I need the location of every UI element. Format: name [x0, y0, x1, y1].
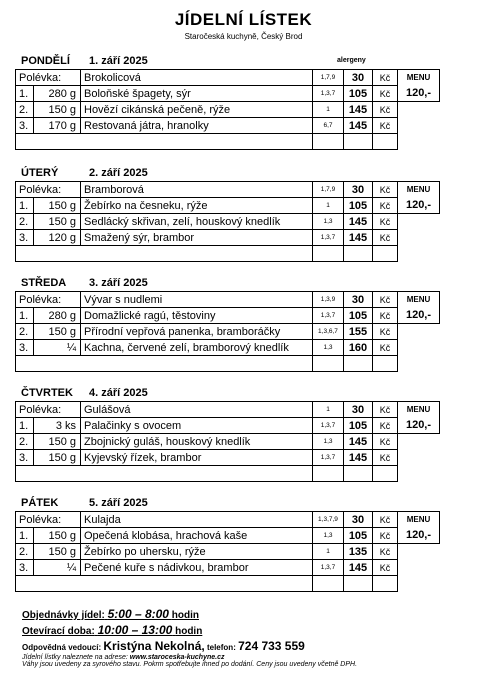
meal-row [16, 560, 440, 576]
currency: Kč [373, 86, 398, 102]
empty-row [16, 134, 440, 150]
meal-row [16, 230, 440, 246]
meal-number: 2. [16, 324, 34, 340]
meal-allergens: 1 [313, 198, 344, 214]
soup-row [16, 402, 440, 418]
meal-price: 155 [344, 324, 373, 340]
soup-name: Vývar s nudlemi [81, 292, 313, 308]
empty-row [16, 246, 440, 262]
restaurant-subtitle: Staročeská kuchyně, Český Brod [184, 32, 303, 41]
empty-cell [344, 466, 373, 482]
meal-name: Žebírko na česneku, rýže [81, 198, 313, 214]
menu-label: MENU [398, 512, 440, 528]
day-date: 2. září 2025 [89, 167, 148, 179]
soup-price: 30 [344, 292, 373, 308]
meal-number: 2. [16, 214, 34, 230]
soup-allergens: 1,3,9 [313, 292, 344, 308]
orders-time: 5:00 – 8:00 [107, 607, 169, 621]
meal-price: 135 [344, 544, 373, 560]
soup-row [16, 182, 440, 198]
day-name: PONDĚLÍ [21, 55, 70, 67]
meal-price: 145 [344, 102, 373, 118]
day-date: 3. září 2025 [89, 277, 148, 289]
soup-allergens: 1,7,9 [313, 182, 344, 198]
empty-row [16, 466, 440, 482]
meal-quantity: 280 g [34, 86, 81, 102]
empty-cell [398, 434, 440, 450]
orders-unit: hodin [171, 610, 199, 621]
meal-name: Palačinky s ovocem [81, 418, 313, 434]
day-name: ČTVRTEK [21, 387, 73, 399]
meal-quantity: 120 g [34, 230, 81, 246]
meal-allergens: 1,3 [313, 528, 344, 544]
meal-allergens: 1 [313, 544, 344, 560]
meal-allergens: 6,7 [313, 118, 344, 134]
soup-row [16, 292, 440, 308]
menu-label: MENU [398, 182, 440, 198]
meal-name: Zbojnický guláš, houskový knedlík [81, 434, 313, 450]
day-date: 5. září 2025 [89, 497, 148, 509]
meal-quantity: 170 g [34, 118, 81, 134]
empty-cell [398, 466, 440, 482]
meal-quantity: 150 g [34, 450, 81, 466]
meal-price: 145 [344, 214, 373, 230]
menu-table [15, 511, 440, 592]
soup-label: Polévka: [16, 512, 81, 528]
meal-quantity: 150 g [34, 198, 81, 214]
manager-name: Kristýna Nekolná, [103, 639, 205, 653]
meal-number: 2. [16, 544, 34, 560]
page-title: JÍDELNÍ LÍSTEK [174, 10, 313, 29]
empty-cell [398, 356, 440, 372]
currency: Kč [373, 434, 398, 450]
currency: Kč [373, 292, 398, 308]
currency: Kč [373, 340, 398, 356]
empty-cell [398, 544, 440, 560]
empty-cell [344, 134, 373, 150]
meal-number: 1. [16, 528, 34, 544]
meal-allergens: 1,3 [313, 434, 344, 450]
currency: Kč [373, 102, 398, 118]
empty-cell [398, 134, 440, 150]
soup-name: Bramborová [81, 182, 313, 198]
menu-label: MENU [398, 292, 440, 308]
meal-number: 3. [16, 118, 34, 134]
soup-row [16, 70, 440, 86]
soup-row [16, 512, 440, 528]
meal-allergens: 1,3,7 [313, 418, 344, 434]
meal-row [16, 528, 440, 544]
meal-name: Přírodní vepřová panenka, bramboráčky [81, 324, 313, 340]
manager-line [22, 639, 482, 653]
soup-name: Kulajda [81, 512, 313, 528]
meal-number: 1. [16, 86, 34, 102]
web-text: Jídelní lístky naleznete na adrese: [22, 654, 128, 661]
meal-row [16, 340, 440, 356]
meal-price: 145 [344, 230, 373, 246]
empty-cell [313, 576, 344, 592]
meal-name: Sedlácký skřivan, zelí, houskový knedlík [81, 214, 313, 230]
soup-price: 30 [344, 182, 373, 198]
meal-name: Pečené kuře s nádivkou, brambor [81, 560, 313, 576]
meal-name: Opečená klobása, hrachová kaše [81, 528, 313, 544]
menu-table [15, 401, 440, 482]
meal-allergens: 1,3 [313, 340, 344, 356]
meal-quantity: ¼ [34, 560, 81, 576]
meal-price: 105 [344, 198, 373, 214]
meal-quantity: 280 g [34, 308, 81, 324]
soup-label: Polévka: [16, 292, 81, 308]
meal-name: Kyjevský řízek, brambor [81, 450, 313, 466]
meal-allergens: 1,3,7 [313, 450, 344, 466]
currency: Kč [373, 544, 398, 560]
meal-price: 145 [344, 560, 373, 576]
empty-cell [313, 466, 344, 482]
footer [22, 607, 482, 668]
meal-number: 3. [16, 230, 34, 246]
empty-row [16, 576, 440, 592]
empty-cell [398, 118, 440, 134]
meal-quantity: 150 g [34, 324, 81, 340]
menu-label: MENU [398, 70, 440, 86]
orders-line [22, 607, 482, 621]
meal-name: Kachna, červené zelí, bramborový knedlík [81, 340, 313, 356]
currency: Kč [373, 118, 398, 134]
day-header [15, 55, 345, 70]
soup-price: 30 [344, 512, 373, 528]
opening-unit: hodin [175, 626, 203, 637]
currency: Kč [373, 308, 398, 324]
meal-name: Boloňské špagety, sýr [81, 86, 313, 102]
meal-row [16, 198, 440, 214]
menu-price: 120,- [398, 198, 440, 214]
opening-line [22, 623, 482, 637]
meal-price: 160 [344, 340, 373, 356]
soup-label: Polévka: [16, 182, 81, 198]
empty-cell [344, 576, 373, 592]
meal-row [16, 86, 440, 102]
empty-cell [398, 246, 440, 262]
meal-price: 105 [344, 308, 373, 324]
opening-label: Otevírací doba: [22, 626, 95, 637]
day-name: STŘEDA [21, 277, 67, 289]
meal-name: Restovaná játra, hranolky [81, 118, 313, 134]
menu-table [15, 69, 440, 150]
empty-cell [373, 466, 398, 482]
menu-price: 120,- [398, 418, 440, 434]
empty-cell [398, 576, 440, 592]
meal-price: 145 [344, 118, 373, 134]
soup-label: Polévka: [16, 402, 81, 418]
currency: Kč [373, 560, 398, 576]
menu-price: 120,- [398, 86, 440, 102]
meal-row [16, 214, 440, 230]
phone-label: telefon: [206, 643, 236, 652]
empty-cell [16, 576, 313, 592]
meal-price: 105 [344, 418, 373, 434]
meal-number: 1. [16, 198, 34, 214]
currency: Kč [373, 512, 398, 528]
empty-cell [398, 340, 440, 356]
meal-allergens: 1,3,7 [313, 560, 344, 576]
soup-allergens: 1 [313, 402, 344, 418]
meal-price: 105 [344, 528, 373, 544]
empty-cell [398, 324, 440, 340]
meal-number: 1. [16, 418, 34, 434]
meal-allergens: 1 [313, 102, 344, 118]
currency: Kč [373, 230, 398, 246]
meal-allergens: 1,3,7 [313, 308, 344, 324]
soup-label: Polévka: [16, 70, 81, 86]
meal-quantity: 150 g [34, 528, 81, 544]
empty-cell [398, 560, 440, 576]
meal-row [16, 450, 440, 466]
meal-name: Domažlické ragú, těstoviny [81, 308, 313, 324]
empty-cell [313, 356, 344, 372]
empty-cell [373, 246, 398, 262]
soup-name: Brokolicová [81, 70, 313, 86]
note-line: Váhy jsou uvedeny za syrového stavu. Pokrm spotřebujte ihned po dodání. Ceny jsou uvedeny včetně DPH. [22, 661, 358, 668]
allergens-header: alergeny [337, 57, 366, 64]
day-header [15, 387, 345, 402]
meal-quantity: ¼ [34, 340, 81, 356]
soup-price: 30 [344, 70, 373, 86]
meal-price: 105 [344, 86, 373, 102]
soup-allergens: 1,7,9 [313, 70, 344, 86]
manager-label: Odpovědná vedoucí: [22, 643, 102, 652]
meal-quantity: 150 g [34, 544, 81, 560]
soup-name: Gulášová [81, 402, 313, 418]
menu-table [15, 181, 440, 262]
phone-number: 724 733 559 [238, 639, 305, 653]
day-name: ÚTERÝ [21, 167, 59, 179]
meal-name: Hovězí cikánská pečeně, rýže [81, 102, 313, 118]
empty-cell [313, 134, 344, 150]
meal-row [16, 418, 440, 434]
meal-number: 2. [16, 434, 34, 450]
meal-quantity: 150 g [34, 434, 81, 450]
meal-row [16, 102, 440, 118]
meal-name: Smažený sýr, brambor [81, 230, 313, 246]
meal-allergens: 1,3,7 [313, 230, 344, 246]
empty-cell [398, 450, 440, 466]
currency: Kč [373, 528, 398, 544]
meal-name: Žebírko po uhersku, rýže [81, 544, 313, 560]
meal-number: 2. [16, 102, 34, 118]
day-header [15, 167, 345, 182]
day-date: 4. září 2025 [89, 387, 148, 399]
currency: Kč [373, 214, 398, 230]
empty-cell [16, 246, 313, 262]
currency: Kč [373, 450, 398, 466]
empty-cell [373, 356, 398, 372]
menu-price: 120,- [398, 528, 440, 544]
currency: Kč [373, 198, 398, 214]
meal-price: 145 [344, 450, 373, 466]
empty-cell [16, 356, 313, 372]
empty-cell [16, 134, 313, 150]
meal-row [16, 118, 440, 134]
currency: Kč [373, 324, 398, 340]
web-line [22, 654, 482, 661]
meal-row [16, 324, 440, 340]
meal-number: 3. [16, 340, 34, 356]
meal-price: 145 [344, 434, 373, 450]
empty-cell [16, 466, 313, 482]
opening-time: 10:00 – 13:00 [97, 623, 173, 637]
meal-row [16, 308, 440, 324]
meal-allergens: 1,3,6,7 [313, 324, 344, 340]
currency: Kč [373, 182, 398, 198]
meal-allergens: 1,3,7 [313, 86, 344, 102]
meal-quantity: 3 ks [34, 418, 81, 434]
empty-cell [398, 214, 440, 230]
meal-number: 3. [16, 560, 34, 576]
meal-number: 3. [16, 450, 34, 466]
currency: Kč [373, 418, 398, 434]
meal-row [16, 544, 440, 560]
currency: Kč [373, 70, 398, 86]
soup-price: 30 [344, 402, 373, 418]
currency: Kč [373, 402, 398, 418]
empty-cell [344, 246, 373, 262]
day-date: 1. září 2025 [89, 55, 148, 67]
empty-cell [373, 134, 398, 150]
meal-allergens: 1,3 [313, 214, 344, 230]
empty-cell [398, 230, 440, 246]
meal-number: 1. [16, 308, 34, 324]
empty-cell [373, 576, 398, 592]
meal-quantity: 150 g [34, 214, 81, 230]
menu-label: MENU [398, 402, 440, 418]
meal-quantity: 150 g [34, 102, 81, 118]
empty-cell [344, 356, 373, 372]
empty-cell [398, 102, 440, 118]
day-header [15, 497, 345, 512]
day-header [15, 277, 345, 292]
menu-table [15, 291, 440, 372]
menu-price: 120,- [398, 308, 440, 324]
soup-allergens: 1,3,7,9 [313, 512, 344, 528]
empty-cell [313, 246, 344, 262]
meal-row [16, 434, 440, 450]
day-name: PÁTEK [21, 497, 59, 509]
empty-row [16, 356, 440, 372]
orders-label: Objednávky jídel: [22, 610, 105, 621]
web-url[interactable]: www.staroceska-kuchyne.cz [129, 654, 225, 661]
